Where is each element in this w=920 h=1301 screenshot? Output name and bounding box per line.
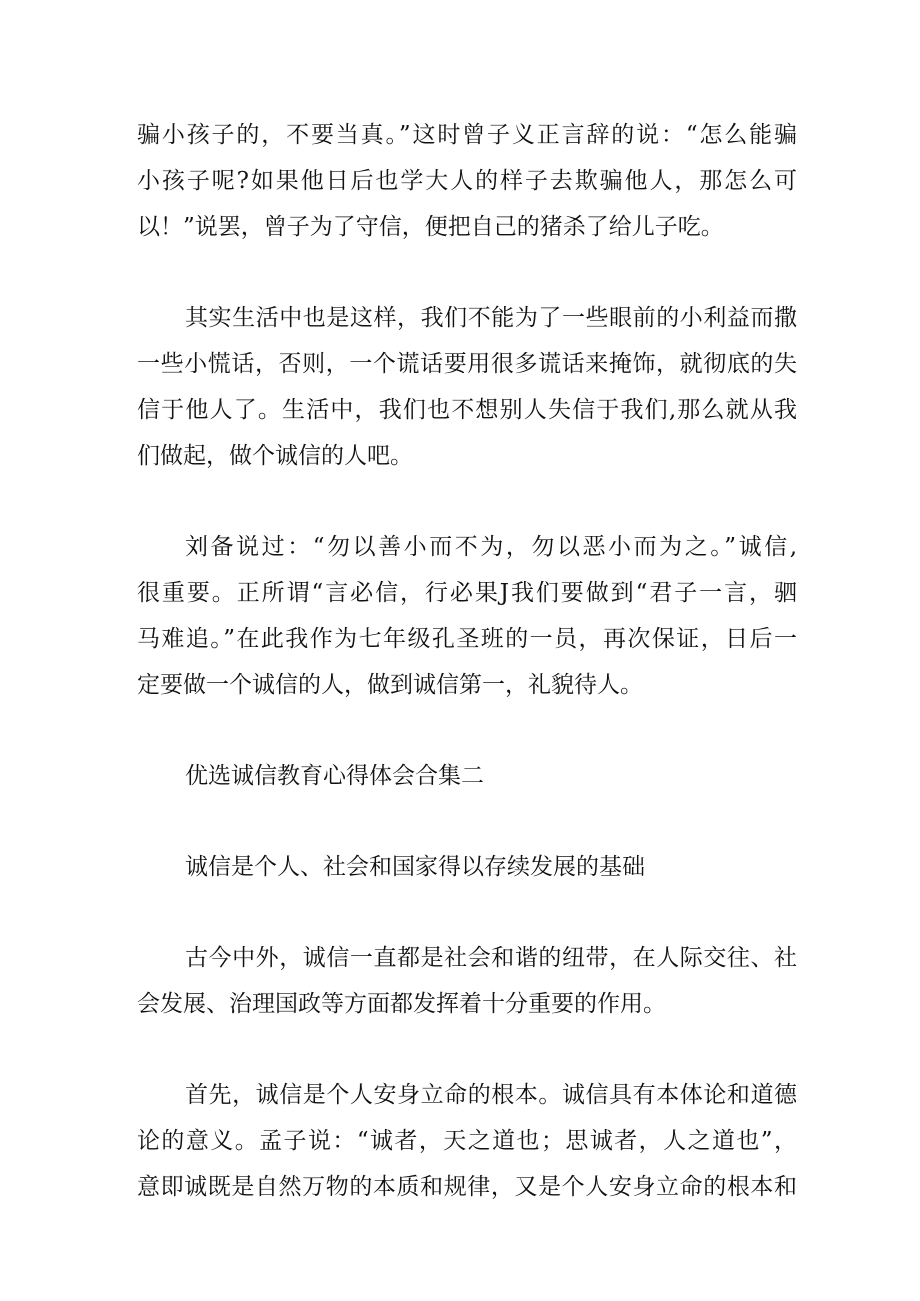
paragraph-2 [137, 295, 797, 479]
paragraph-gap [137, 479, 797, 524]
paragraph-line: 小孩子呢?如果他日后也学大人的样子去欺骗他人，那怎么可 [137, 168, 797, 194]
section-heading-collection [137, 753, 797, 799]
subheading-line: 诚信是个人、社会和国家得以存续发展的基础 [185, 854, 645, 880]
paragraph-line: 刘备说过：“勿以善小而不为，勿以恶小而为之。”诚信, [185, 534, 797, 560]
paragraph-line: 意即诚既是自然万物的本质和规律，又是个人安身立命的根本和 [137, 1174, 797, 1200]
paragraph-line: 定要做一个诚信的人，做到诚信第一，礼貌待人。 [137, 672, 643, 698]
paragraph-gap [137, 1027, 797, 1072]
paragraph-line: 古今中外，诚信一直都是社会和谐的纽带，在人际交往、社 [185, 945, 797, 971]
paragraph-gap [137, 799, 797, 844]
paragraph-gap [137, 250, 797, 295]
paragraph-7 [137, 1072, 797, 1210]
paragraph-line: 骗小孩子的，不要当真。”这时曾子义正言辞的说：“怎么能骗 [137, 122, 797, 148]
paragraph-line: 一些小慌话，否则，一个谎话要用很多谎话来掩饰，就彻底的失 [137, 351, 797, 377]
document-body [137, 112, 797, 1210]
paragraph-line: 会发展、治理国政等方面都发挥着十分重要的作用。 [137, 991, 666, 1017]
paragraph-1 [137, 112, 797, 250]
paragraph-line: 以！”说罢，曾子为了守信，便把自己的猪杀了给儿子吃。 [137, 214, 724, 240]
paragraph-gap [137, 708, 797, 753]
paragraph-line: 马难追。”在此我作为七年级孔圣班的一员，再次保证，日后一 [137, 626, 797, 652]
section-subheading [137, 844, 797, 890]
paragraph-line: 们做起，做个诚信的人吧。 [137, 443, 413, 469]
paragraph-line: 其实生活中也是这样，我们不能为了一些眼前的小利益而撒 [185, 305, 797, 331]
section-heading: 优选诚信教育心得体会合集二 [185, 763, 484, 789]
paragraph-3 [137, 524, 797, 708]
paragraph-line: 信于他人了。生活中，我们也不想别人失信于我们,那么就从我 [137, 397, 797, 423]
paragraph-line: 论的意义。孟子说：“诚者，天之道也；思诚者，人之道也”， [137, 1128, 797, 1154]
paragraph-6 [137, 935, 797, 1027]
paragraph-line: 首先，诚信是个人安身立命的根本。诚信具有本体论和道德 [185, 1082, 797, 1108]
paragraph-line: 很重要。正所谓“言必信，行必果J我们要做到“君子一言，驷 [137, 580, 797, 606]
paragraph-gap [137, 890, 797, 935]
